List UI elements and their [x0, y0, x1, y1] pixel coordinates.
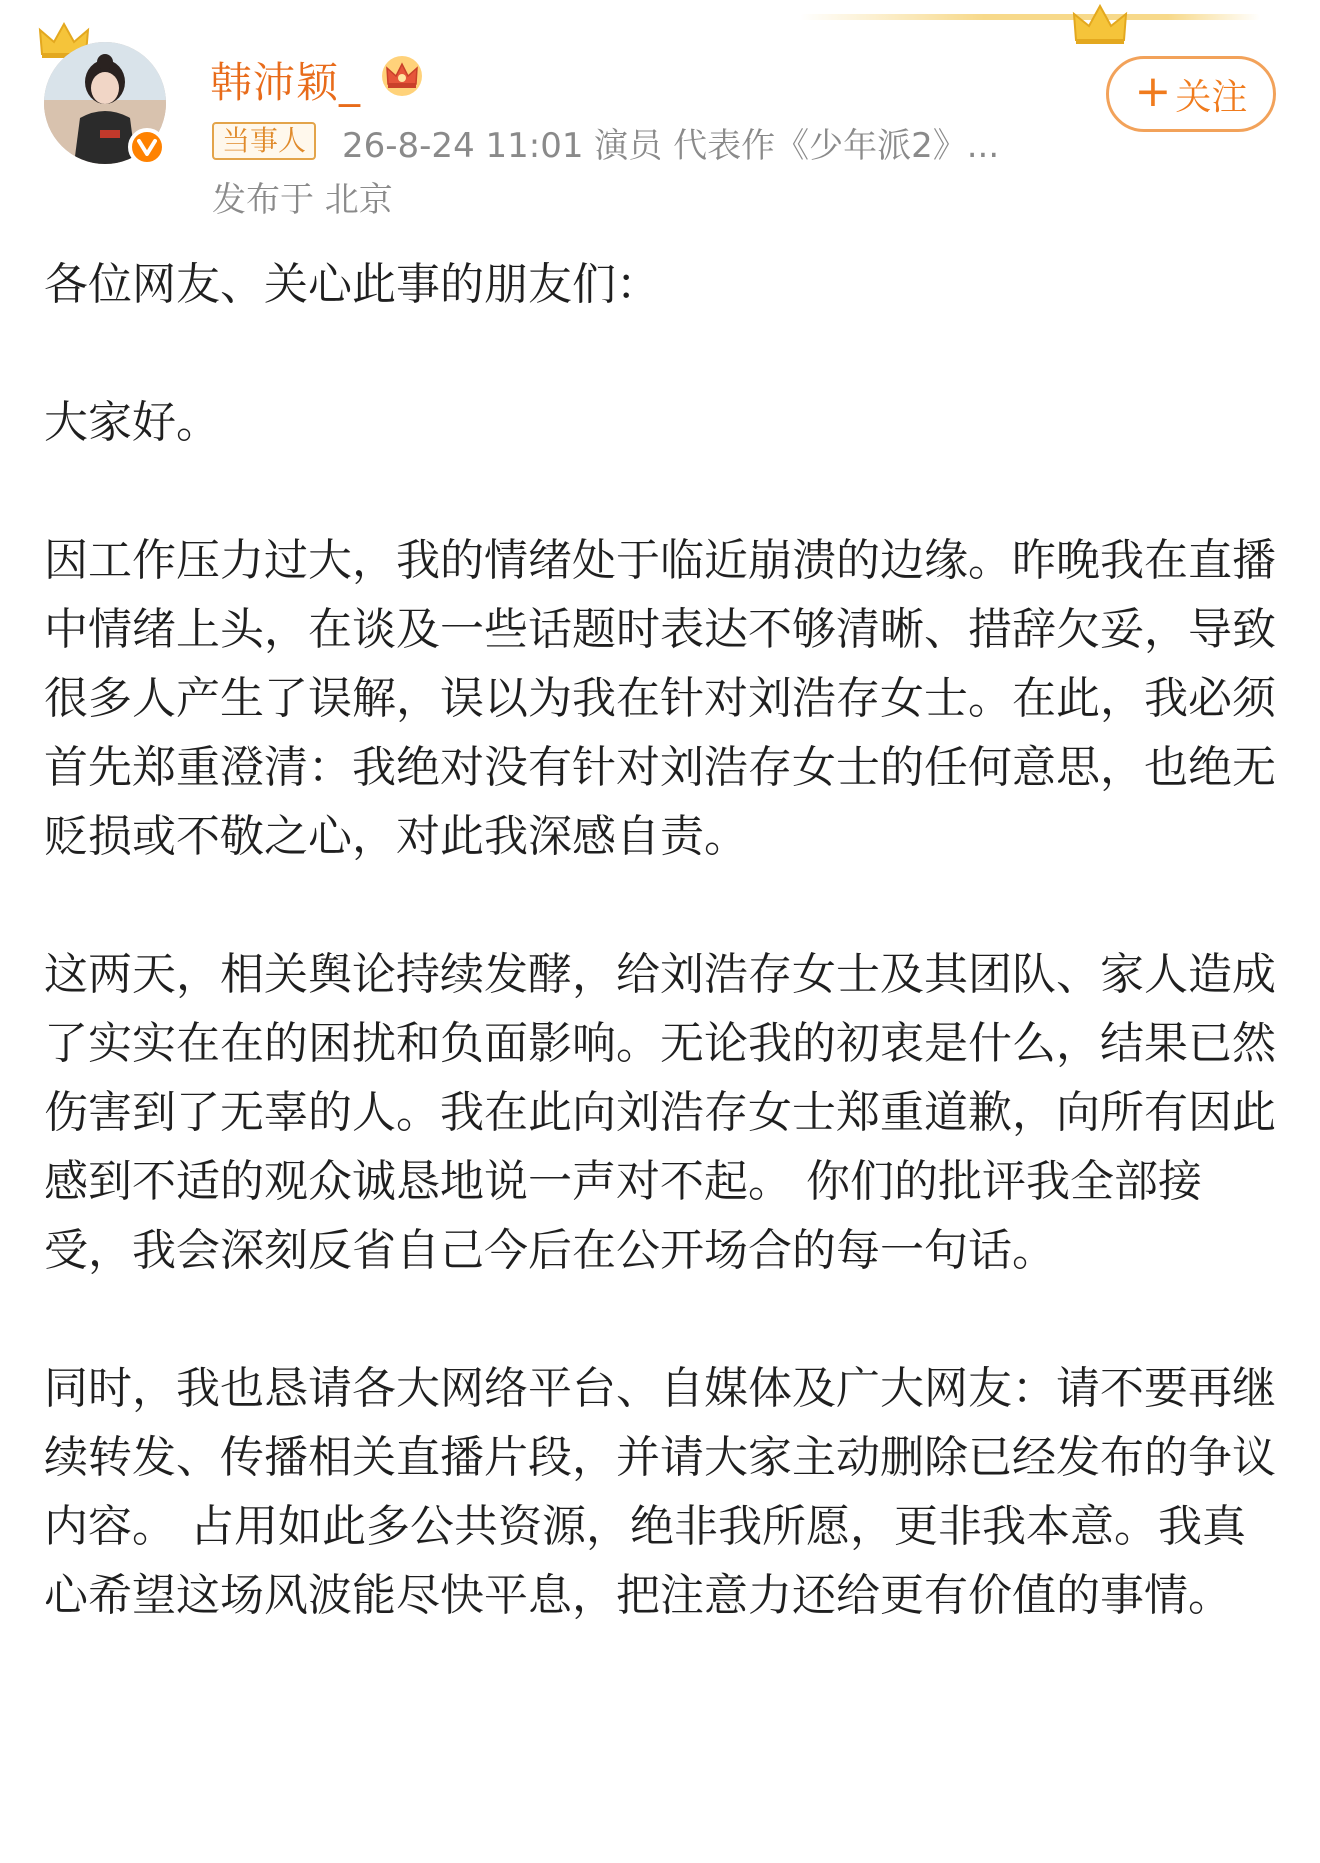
- vip-crown-icon: [378, 52, 426, 98]
- post-paragraph: 因工作压力过大，我的情绪处于临近崩溃的边缘。昨晚我在直播中情绪上头，在谈及一些话题时表达不够清晰、措辞欠妥，导致很多人产生了误解，误以为我在针对刘浩存女士。在此，我必须首先郑重澄清：我绝对没有针对刘浩存女士的任何意思，也绝无贬损或不敬之心，对此我深感自责。: [44, 535, 1276, 862]
- post-meta: 26-8-24 11:01 演员 代表作《少年派2》...: [342, 126, 1000, 166]
- verified-v-icon: [128, 128, 166, 166]
- post-paragraph: 各位网友、关心此事的朋友们：: [44, 259, 660, 310]
- post-paragraph: 这两天，相关舆论持续发酵，给刘浩存女士及其团队、家人造成了实实在在的困扰和负面影响。无论我的初衷是什么，结果已然伤害到了无辜的人。我在此向刘浩存女士郑重道歉，向所有因此感到不适的观众诚恳地说一声对不起。 你们的批评我全部接受，我会深刻反省自己今后在公开场合的每一句话。: [44, 949, 1276, 1276]
- post-paragraph: 同时，我也恳请各大网络平台、自媒体及广大网友：请不要再继续转发、传播相关直播片段，并请大家主动删除已经发布的争议内容。 占用如此多公共资源，绝非我所愿，更非我本意。我真心希望这场风波能尽快平息，把注意力还给更有价值的事情。: [44, 1363, 1276, 1621]
- follow-button[interactable]: [1106, 56, 1276, 132]
- post-location: 发布于 北京: [212, 180, 393, 220]
- party-tag: 当事人: [212, 122, 316, 160]
- header-decoration-line: [800, 14, 1260, 20]
- username[interactable]: 韩沛颖_: [210, 58, 362, 107]
- follow-label: 关注: [1175, 76, 1248, 118]
- plus-icon: +: [1134, 66, 1172, 117]
- post-body: [44, 250, 1284, 1699]
- post-paragraph: 大家好。: [44, 397, 220, 448]
- crown-icon: [1072, 2, 1128, 46]
